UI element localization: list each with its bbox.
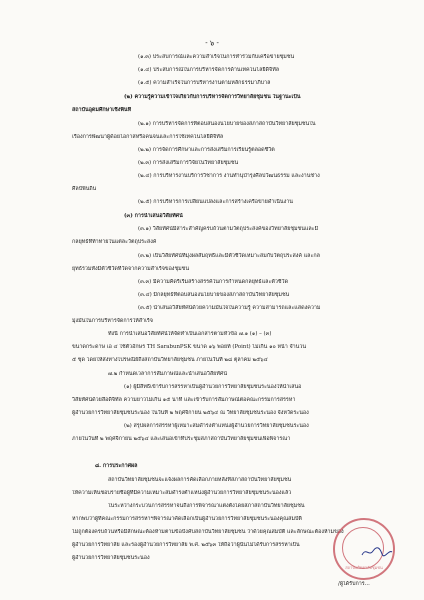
criterion-3-5: (๓.๕) นำเสนอวิสัยทัศน์ด้วยความมั่นใจในความรู้ ความสามารถและแสดงความ [138, 305, 321, 311]
criterion-3-4: (๓.๔) มีกลยุทธ์ที่ตอบสนองนโยบายของสภาสถาบันวิทยาลัยชุมชน [138, 292, 290, 298]
criterion-3-2: (๓.๒) เป็นวิสัยทัศน์ที่มุ่งผลสัมฤทธิ์และมีตัวชี้วัดเหมาะสมกับวัตถุประสงค์ และกล [138, 253, 320, 259]
schedule-item-2-cont: ภายในวันที่ ๒ พฤศจิกายน ๒๕๖๔ และเสนอเข้าที่ประชุมสภาสถาบันวิทยาลัยชุมชนเพื่อพิจารณา [72, 436, 291, 442]
criterion-2-1: (๒.๑) การบริหารจัดการที่ตอบสนองนโยบายของสภาสถาบันวิทยาลัยชุมชนใน [138, 121, 316, 127]
page-number: - ๖ - [205, 39, 219, 47]
criterion-2-5: (๒.๕) การบริหารการเปลี่ยนแปลงและการสร้างเครือข่ายดำเนินงาน [138, 199, 293, 205]
criterion-3-1-cont: กลยุทธ์ที่ท้าทายในแต่ละวัตถุประสงค์ [72, 239, 157, 245]
announcement-para-1-cont: ให้ความเห็นชอบรายชื่อผู้ที่มีความเหมาะสมดำรงตำแหน่งผู้อำนวยการวิทยาลัยชุมชนระนองแล้ว [72, 490, 292, 496]
announcement-para-2: ในระหว่างกระบวนการสรรหาจนถึงการพิจารณาแต่งตั้งโดยสภาสถาบันวิทยาลัยชุมชน [108, 503, 305, 509]
criterion-3-1: (๓.๑) วิสัยทัศน์มีสาระสำคัญครบถ้วนตามวัตถุประสงค์ของวิทยาลัยชุมชนและมี [138, 226, 319, 232]
submission-note: ทั้งนี้ การนำเสนอวิสัยทัศน์ให้จัดทำเป็นเอกสารตามหัวข้อ ๗.๑ (๑) – (๓) [108, 331, 272, 337]
submission-note-2: ขนาดกระดาษ เอ ๔ ใช้ตัวอักษร TH SarabunPSK ขนาด ๑๖ พอยท์ (Point) ไม่เกิน ๑๐ หน้า จำนวน [72, 344, 307, 350]
criterion-3-3: (๓.๓) มีความคิดริเริ่มสร้างสรรค์ในการกำหนดกลยุทธ์และตัวชี้วัด [138, 279, 289, 285]
criterion-2-4-cont: ศิลป์พื้นถิ่น [72, 186, 97, 192]
criterion-3-2-cont: ยุทธ์รวมทั้งมีตัวชี้วัดที่วัดจากความสำเร็จของชุมชน [72, 266, 189, 272]
section-7-2-heading: ๗.๒ กำหนดเวลาการสัมภาษณ์และนำเสนอวิสัยทัศน์ [108, 371, 228, 377]
criterion-3-5-cont: มุ่งมั่นในการบริหารจัดการให้สำเร็จ [72, 318, 153, 324]
section-8-heading: ๘. การประกาศผล [95, 463, 138, 469]
criterion-2-1-cont: เรื่องการพัฒนาผู้ด้อยโอกาสหรือคนจนและการใช้เทคโนโลยีดิจิทัล [72, 134, 224, 140]
seal-text: สถาบันวิทยาลัยชุมชน [345, 565, 383, 570]
section-3-heading: (๓) การนำเสนอวิสัยทัศน์ [124, 213, 183, 219]
criterion-2-3: (๒.๓) การส่งเสริมการวิจัยในวิทยาลัยชุมชน [138, 160, 239, 166]
criterion-1-5: (๑.๕) ความสำเร็จในการบริหารงานตามหลักธรรมาภิบาล [138, 80, 271, 86]
section-2-heading-cont: สถาบันอุดมศึกษาเชิงพื้นที่ [72, 107, 132, 113]
schedule-item-1-cont-2: ผู้อำนวยการวิทยาลัยชุมชนระนอง ในวันที่ ๒ พฤศจิกายน ๒๕๖๔ ณ วิทยาลัยชุมชนระนอง จังหวัดระนอง [72, 410, 309, 416]
submission-note-3: ๕ ชุด โดยให้ส่งทางไปรษณีย์ถึงสถาบันวิทยาลัยชุมชน ภายในวันที่ ๒๘ ตุลาคม ๒๕๖๔ [72, 357, 268, 363]
announcement-para-1: สถาบันวิทยาลัยชุมชนจะแจ้งผลการคัดเลือกภายหลังที่สภาสถาบันวิทยาลัยชุมชน [108, 477, 292, 483]
criterion-1-4: (๑.๔) ประสบการณ์ในการบริหารจัดการด้านเทคโนโลยีดิจิทัล [138, 67, 280, 73]
criterion-1-3: (๑.๓) ประสบการณ์และความสำเร็จในการทำร่วมกับเครือข่ายชุมชน [138, 54, 295, 60]
announcement-para-2-cont-3: ผู้อำนวยการวิทยาลัย และรองผู้อำนวยการวิทยาลัย พ.ศ. ๒๕๖๓ ให้ถือว่าผู้นั้นไม่ได้รับการสรรหาเป็น [72, 542, 300, 548]
schedule-item-1: (๑) ผู้มีสิทธิ์เข้ารับการสรรหาเป็นผู้อำนวยการวิทยาลัยชุมชนระนองให้นำเสนอ [124, 384, 302, 390]
schedule-item-1-cont: วิสัยทัศน์ด้วยสื่อดิจิทัล ความยาวไม่เกิน ๑๕ นาที และเข้ารับการสัมภาษณ์ต่อคณะกรรมการสรรหา [72, 397, 296, 403]
announcement-para-2-cont: หากพบว่าผู้ที่คณะกรรมการสรรหาฯพิจารณาคัดเลือกเป็นผู้อำนวยการวิทยาลัยชุมชนระนองคุณสมบัติ [72, 516, 302, 522]
handwritten-signature [360, 545, 394, 559]
continuation-marker: /ผู้ได้รับการ... [338, 581, 370, 587]
schedule-item-2: (๒) สรุปผลการสรรหาผู้เหมาะสมดำรงตำแหน่งผู้อำนวยการวิทยาลัยชุมชนระนอง [124, 423, 309, 429]
criterion-2-4: (๒.๔) การบริหารงานบริการวิชาการ งานทำนุบำรุงศิลปวัฒนธรรม และงานช่าง [138, 173, 320, 179]
criterion-2-2: (๒.๒) การจัดการศึกษาและการส่งเสริมการเรียนรู้ตลอดชีวิต [138, 147, 275, 153]
announcement-para-2-cont-4: ผู้อำนวยการวิทยาลัยชุมชนระนอง [72, 555, 150, 561]
announcement-para-2-cont-2: ไม่ถูกต้องครบถ้วนหรือมีลักษณะต้องห้ามตามข้อบังคับสถาบันวิทยาลัยชุมชน ว่าด้วยคุณสมบัติ และลักษณะต้องห้ามของ [72, 529, 344, 535]
section-2-heading: (๒) ความรู้ความเข้าใจเกี่ยวกับการบริหารจัดการวิทยาลัยชุมชน ในฐานะเป็น [124, 94, 301, 100]
